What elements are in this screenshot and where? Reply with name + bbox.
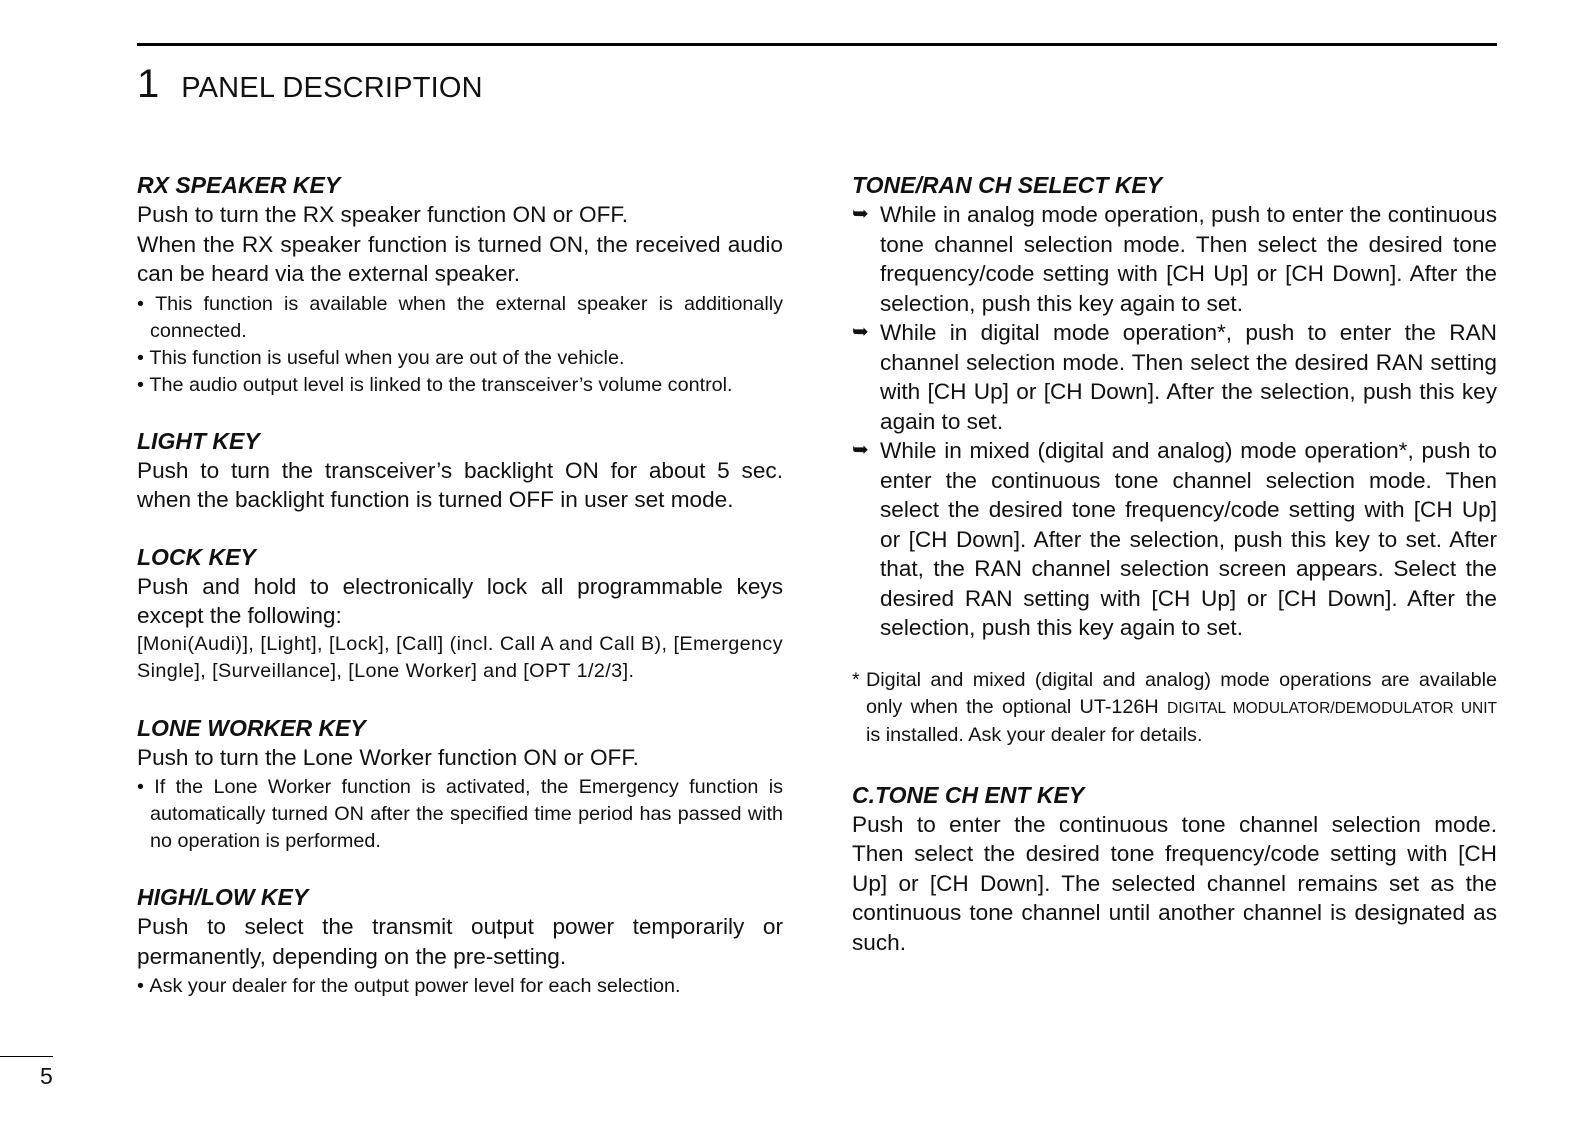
rx-speaker-bullets xyxy=(137,291,783,399)
chapter-title: PANEL DESCRIPTION xyxy=(181,72,483,104)
header-rule xyxy=(137,43,1497,46)
tone-ran-item-text: While in digital mode operation*, push to enter the RAN channel selection mode. Then select the desired RAN setting with [CH Up] or [CH Down]. After the selection, push this key again to set. xyxy=(880,320,1497,434)
tone-ran-heading: TONE/RAN CH SELECT KEY xyxy=(852,172,1163,198)
footer-rule xyxy=(0,1056,53,1057)
bullet-item: • If the Lone Worker function is activated, the Emergency function is automatically turned ON after the specified time period has passed with no operation is performed. xyxy=(137,774,783,855)
lone-worker-bullets xyxy=(137,774,783,855)
rx-speaker-section xyxy=(137,170,783,399)
high-low-text: Push to select the transmit output power temporarily or permanently, depending on the pre-setting. xyxy=(137,914,783,969)
arrow-icon: ➥ xyxy=(852,203,869,225)
lock-section xyxy=(137,542,783,686)
ctone-text: Push to enter the continuous tone channel selection mode. Then select the desired tone frequency/code setting with [CH Up] or [CH Down]. The selected channel remains set as the continuous tone channel until another channel is designated as such. xyxy=(852,811,1497,955)
right-column xyxy=(852,170,1497,957)
lone-worker-text: Push to turn the Lone Worker function ON or OFF. xyxy=(137,744,639,770)
rx-speaker-heading: RX SPEAKER KEY xyxy=(137,172,341,198)
footnote-mark: * xyxy=(852,668,860,691)
footnote-unit-name: DIGITAL MODULATOR/DEMODULATOR UNIT xyxy=(1167,699,1497,717)
high-low-bullets xyxy=(137,973,783,1000)
lone-worker-section xyxy=(137,713,783,856)
tone-ran-section xyxy=(852,170,1497,749)
bullet-item: • Ask your dealer for the output power level for each selection. xyxy=(137,973,783,1000)
rx-speaker-text-2: When the RX speaker function is turned ON, the received audio can be heard via the external speaker. xyxy=(137,231,783,286)
lone-worker-heading: LONE WORKER KEY xyxy=(137,714,366,741)
tone-ran-item-analog xyxy=(852,200,1497,318)
lock-heading: LOCK KEY xyxy=(137,543,256,570)
tone-ran-item-text: While in mixed (digital and analog) mode operation*, push to enter the continuous tone channel selection mode. Then select the desired tone frequency/code setting with [CH Up] or [CH Down]. After the selection, push this key to set. After that, the RAN channel selection screen appears. Select the desired RAN setting with [CH Up] or [CH Down]. After the selection, push this key again to set. xyxy=(880,438,1497,640)
high-low-heading: HIGH/LOW KEY xyxy=(137,884,309,910)
footnote-text xyxy=(866,667,1497,749)
chapter-header xyxy=(137,62,483,107)
light-section xyxy=(137,426,783,515)
arrow-icon: ➥ xyxy=(852,439,869,461)
footnote-text-start: Digital and mixed (digital and analog) mode operations are available only when the optional UT-126H xyxy=(866,668,1497,718)
footnote xyxy=(852,667,1497,749)
tone-ran-item-text: While in analog mode operation, push to enter the continuous tone channel selection mode. Then select the desired tone frequency/code setting with [CH Up] or [CH Down]. After the selection, push this key again to set. xyxy=(880,202,1497,316)
footnote-text-end: is installed. Ask your dealer for details. xyxy=(866,723,1203,746)
chapter-number: 1 xyxy=(137,62,160,106)
tone-ran-item-mixed xyxy=(852,436,1497,643)
ctone-section xyxy=(852,780,1497,958)
bullet-item: • This function is useful when you are out of the vehicle. xyxy=(137,345,783,372)
light-text: Push to turn the transceiver’s backlight ON for about 5 sec. when the backlight function is turned OFF in user set mode. xyxy=(137,457,783,512)
tone-ran-item-digital xyxy=(852,318,1497,436)
page-number: 5 xyxy=(40,1063,53,1089)
light-heading: LIGHT KEY xyxy=(137,427,260,454)
left-column xyxy=(137,170,783,1027)
rx-speaker-text-1: Push to turn the RX speaker function ON or OFF. xyxy=(137,202,629,227)
high-low-section xyxy=(137,882,783,1000)
lock-text: Push and hold to electronically lock all programmable keys except the following: xyxy=(137,573,783,628)
bullet-item: • This function is available when the external speaker is additionally connected. xyxy=(137,291,783,345)
ctone-heading: C.TONE CH ENT KEY xyxy=(852,781,1085,808)
lock-key-list: [Moni(Audi)], [Light], [Lock], [Call] (incl. Call A and Call B), [Emergency Single], [Surveillance], [Lone Worker] and [OPT 1/2/3]. xyxy=(137,632,783,682)
bullet-item: • The audio output level is linked to the transceiver’s volume control. xyxy=(137,372,783,399)
arrow-icon: ➥ xyxy=(852,321,869,343)
